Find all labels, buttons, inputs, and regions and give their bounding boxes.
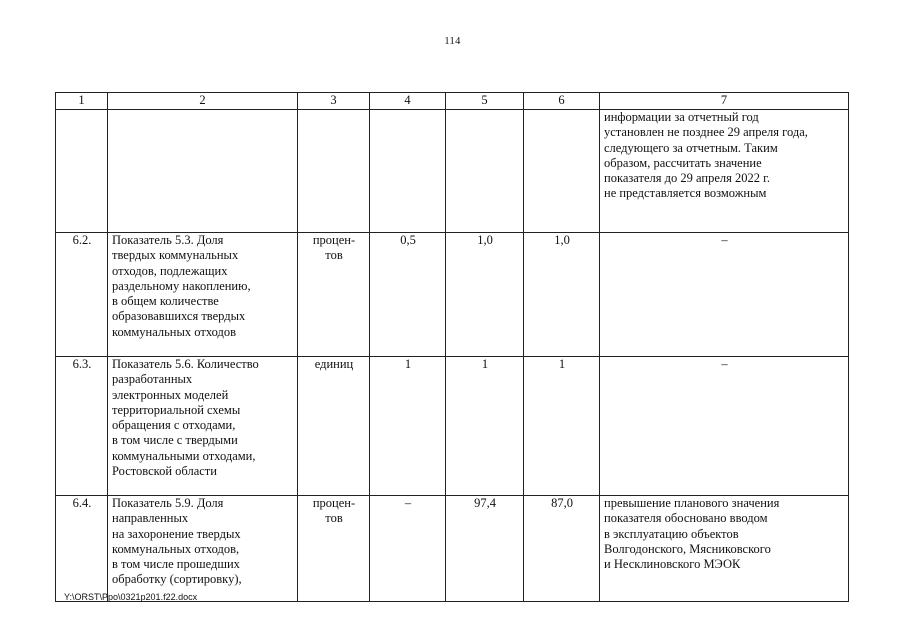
table-row	[56, 110, 849, 233]
value-col5	[446, 110, 524, 233]
column-number-row	[56, 93, 849, 110]
note-cell: превышение планового значения показателя обосновано вводом в эксплуатацию объектов Волгодонского, Мясниковского и Несклиновского МЭОК	[600, 496, 849, 602]
indicators-table	[55, 92, 849, 602]
value-col4	[370, 110, 446, 233]
file-path-footer: Y:\ORST\Ppo\0321p201.f22.docx	[64, 592, 198, 602]
column-number: 3	[298, 93, 370, 110]
column-number: 4	[370, 93, 446, 110]
indicator-name: Показатель 5.6. Количество разработанных электронных моделей территориальной схемы обращения с отходами, в том числе с твердыми коммунальными отходами, Ростовской области	[108, 357, 298, 496]
column-number: 5	[446, 93, 524, 110]
table-row	[56, 496, 849, 602]
indicator-name	[108, 110, 298, 233]
row-number: 6.2.	[56, 233, 108, 357]
table-row	[56, 357, 849, 496]
row-number: 6.3.	[56, 357, 108, 496]
column-number: 6	[524, 93, 600, 110]
table-row	[56, 233, 849, 357]
unit-cell: единиц	[298, 357, 370, 496]
column-number: 2	[108, 93, 298, 110]
indicator-name: Показатель 5.9. Доля направленных на захоронение твердых коммунальных отходов, в том числе прошедших обработку (сортировку),	[108, 496, 298, 602]
note-cell: информации за отчетный год установлен не позднее 29 апреля года, следующего за отчетным. Таким образом, рассчитать значение показателя до 29 апреля 2022 г. не представляется возможным	[600, 110, 849, 233]
value-col5: 1,0	[446, 233, 524, 357]
value-col4: 0,5	[370, 233, 446, 357]
row-number	[56, 110, 108, 233]
value-col5: 97,4	[446, 496, 524, 602]
note-cell: –	[600, 357, 849, 496]
row-number: 6.4.	[56, 496, 108, 602]
value-col5: 1	[446, 357, 524, 496]
column-number: 1	[56, 93, 108, 110]
value-col6: 87,0	[524, 496, 600, 602]
note-cell: –	[600, 233, 849, 357]
value-col6	[524, 110, 600, 233]
column-number: 7	[600, 93, 849, 110]
value-col4: 1	[370, 357, 446, 496]
unit-cell: процен- тов	[298, 233, 370, 357]
value-col6: 1	[524, 357, 600, 496]
indicator-name: Показатель 5.3. Доля твердых коммунальных отходов, подлежащих раздельному накоплению, в общем количестве образовавшихся твердых коммунальных отходов	[108, 233, 298, 357]
value-col6: 1,0	[524, 233, 600, 357]
unit-cell: процен- тов	[298, 496, 370, 602]
unit-cell	[298, 110, 370, 233]
value-col4: –	[370, 496, 446, 602]
page-number: 114	[444, 36, 461, 47]
